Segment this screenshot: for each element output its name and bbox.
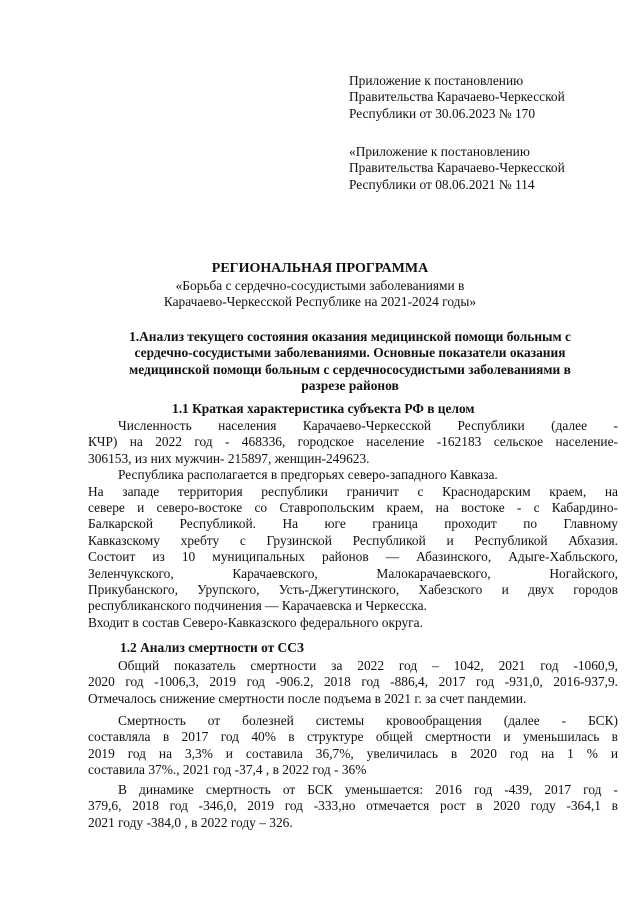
- paragraph-line: составляла в 2017 год 40% в структуре общей смертности и уменьшилась в: [88, 729, 618, 745]
- header-line: Республики от 30.06.2023 № 170: [349, 105, 536, 121]
- paragraph-line: Состоит из 10 муниципальных районов — Абазинского, Адыге-Хабльского,: [88, 549, 618, 565]
- header-line: Правительства Карачаево-Черкесской: [349, 89, 565, 105]
- paragraph-line: 2019 год на 3,3% и составила 36,7%, увеличилась в 2020 год на 1 % и: [88, 745, 618, 761]
- paragraph-line: Кавказскому хребту с Грузинской Республикой и Республикой Абхазия.: [88, 532, 618, 548]
- paragraph-line: 379,6, 2018 год -346,0, 2019 год -333,но отмечается рост в 2020 году -364,1 в: [88, 798, 618, 814]
- header-line: Республики от 08.06.2021 № 114: [349, 176, 535, 192]
- appendix-header-current: [349, 73, 565, 122]
- heading-line: сердечно-сосудистыми заболеваниями. Основные показатели оказания: [134, 345, 566, 361]
- paragraph-line: Отмечалось снижение смертности после подъема в 2021 г. за счет пандемии.: [88, 690, 527, 706]
- paragraph-line: Общий показатель смертности за 2022 год – 1042, 2021 год -1060,9,: [118, 658, 618, 673]
- header-line: Правительства Карачаево-Черкесской: [349, 160, 565, 176]
- heading-line: разрезе районов: [301, 378, 399, 394]
- paragraph-line: 2021 году -384,0 , в 2022 году – 326.: [88, 814, 293, 830]
- subsection-1-2-body: [88, 658, 618, 707]
- paragraph-line: Входит в состав Северо-Кавказского федерального округа.: [88, 614, 423, 630]
- subtitle-line: Карачаево-Черкесской Республике на 2021-2024 годы»: [163, 294, 477, 310]
- subsection-1-1-heading: 1.1 Краткая характеристика субъекта РФ в целом: [172, 401, 475, 416]
- program-title: РЕГИОНАЛЬНАЯ ПРОГРАММА: [211, 261, 429, 276]
- subsection-1-1-body: [88, 418, 618, 631]
- appendix-header-previous: [349, 144, 565, 193]
- subsection-1-2-heading: 1.2 Анализ смертности от ССЗ: [120, 640, 304, 655]
- paragraph-line: составила 37%., 2021 год -37,4 , в 2022 год - 36%: [88, 762, 367, 778]
- paragraph-line: севере и северо-востоке со Ставропольским краем, на востоке - с Кабардино-: [88, 499, 618, 515]
- heading-line: медицинской помощи больным с сердечнососудистыми заболеваниями в: [129, 361, 571, 377]
- program-subtitle: [0, 278, 640, 311]
- paragraph-line: На западе территория республики граничит с Краснодарским краем, на: [88, 483, 618, 499]
- paragraph-line: Численность населения Карачаево-Черкесской Республики (далее -: [118, 418, 618, 433]
- paragraph-line: КЧР) на 2022 год - 468336, городское население -162183 сельское население-: [88, 434, 618, 450]
- subsection-1-2-body: [88, 782, 618, 831]
- subtitle-line: «Борьба с сердечно-сосудистыми заболеваниями в: [175, 278, 465, 293]
- paragraph-line: Республика располагается в предгорьях северо-западного Кавказа.: [118, 467, 498, 483]
- paragraph-line: 2020 год -1006,3, 2019 год -906.2, 2018 год -886,4, 2017 год -931,0, 2016-937,9.: [88, 674, 618, 690]
- subsection-1-2-body: [88, 713, 618, 779]
- paragraph-line: Балкарской Республикой. На юге граница проходит по Главному: [88, 516, 618, 532]
- heading-line: 1.Анализ текущего состояния оказания медицинской помощи больным с: [129, 329, 571, 344]
- section-1-heading: [86, 329, 614, 395]
- paragraph-line: Зеленчукского, Карачаевского, Малокарачаевского, Ногайского,: [88, 565, 618, 581]
- paragraph-line: республиканского подчинения — Карачаевска и Черкесска.: [88, 598, 427, 614]
- paragraph-line: Прикубанского, Урупского, Усть-Джегутинского, Хабезского и двух городов: [88, 581, 618, 597]
- paragraph-line: Смертность от болезней системы кровообращения (далее - БСК): [118, 713, 618, 728]
- header-line: «Приложение к постановлению: [349, 144, 530, 159]
- header-line: Приложение к постановлению: [349, 73, 524, 88]
- paragraph-line: В динамике смертность от БСК уменьшается: 2016 год -439, 2017 год -: [118, 782, 618, 797]
- paragraph-line: 306153, из них мужчин- 215897, женщин-249623.: [88, 450, 370, 466]
